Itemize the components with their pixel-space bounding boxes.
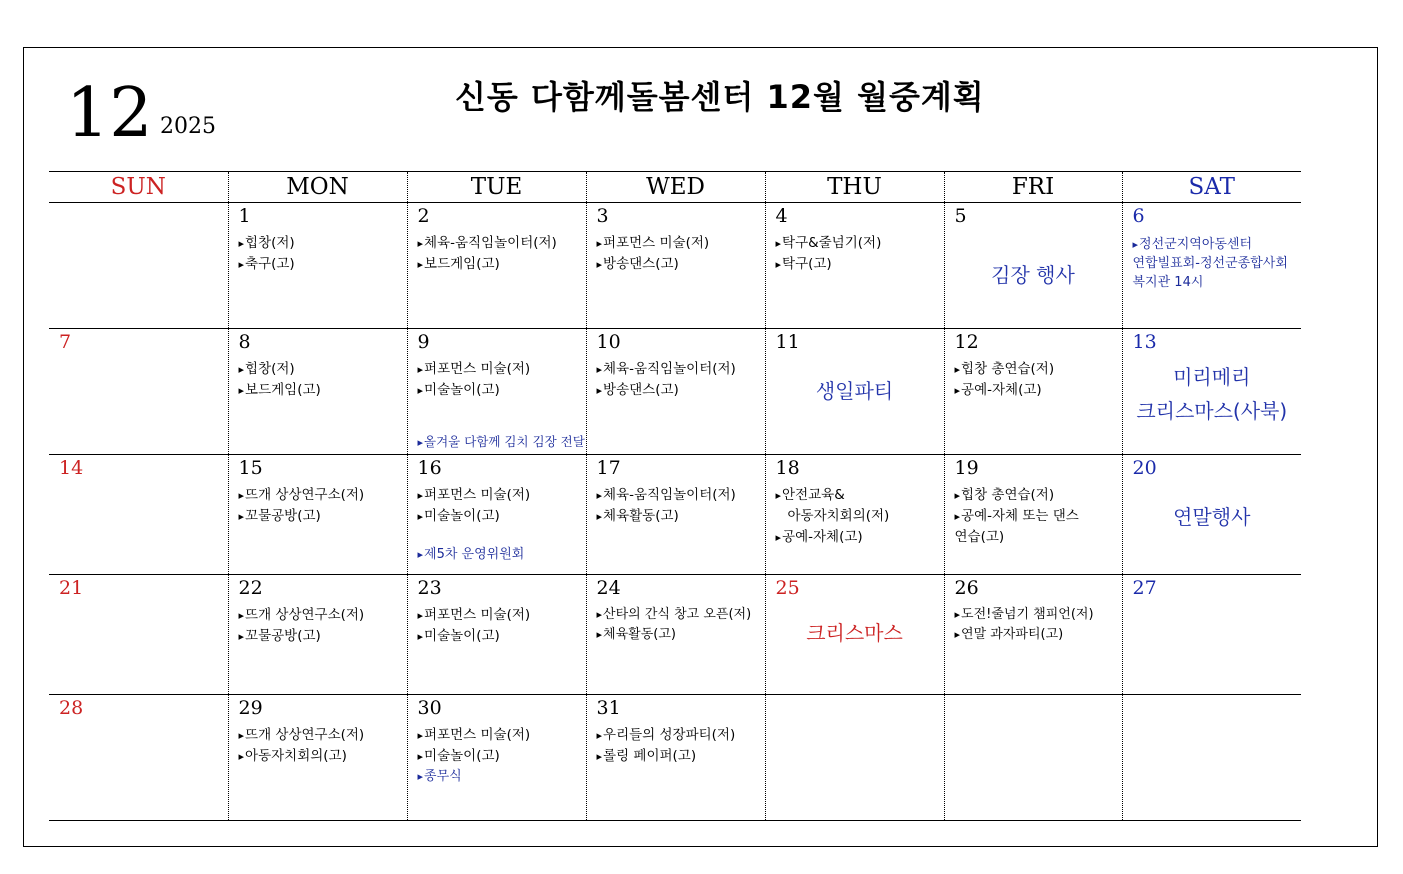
day-cell-empty [765,695,944,821]
day-number: 24 [596,577,621,599]
day-number: 20 [1132,457,1157,479]
day-number: 18 [775,457,800,479]
event-item: ▸ 꼬물공방(고) [239,626,403,647]
highlight-event: 크리스마스(사북) [1136,399,1288,423]
event-item: ▸ 미술놀이(고) [418,746,582,767]
day-number: 4 [775,205,788,227]
day-cell-5[interactable] [944,203,1122,329]
day-cell-25[interactable] [765,575,944,695]
event-item: ▸ 공예-자체(고) [776,527,940,548]
event-item: ▸ 퍼포먼스 미술(저) [418,605,582,626]
highlight-event: 크리스마스 [806,621,903,645]
event-item: ▸ 보드게임(고) [239,380,403,401]
event-item: ▸ 우리들의 성장파티(저) [597,725,761,746]
event-item: ▸ 공예-자체 또는 댄스 [955,506,1118,527]
day-cell-10[interactable] [586,329,765,455]
day-cell-29[interactable] [228,695,407,821]
day-number: 26 [954,577,979,599]
day-cell-17[interactable] [586,455,765,575]
day-number: 30 [417,697,442,719]
event-item: ▸ 체육활동(고) [597,625,761,645]
event-item: ▸ 탁구&줄넘기(저) [776,233,940,254]
day-number: 7 [59,331,72,353]
day-number: 1 [238,205,251,227]
year-label: 2025 [160,114,216,139]
weekday-mon: MON [228,172,407,203]
day-number: 8 [238,331,251,353]
event-item: ▸ 축구(고) [239,254,403,275]
week-row [49,455,1301,575]
event-item: ▸ 보드게임(고) [418,254,582,275]
week-row [49,329,1301,455]
day-cell-11[interactable] [765,329,944,455]
event-item: ▸ 퍼포먼스 미술(저) [418,725,582,746]
day-number: 21 [59,577,84,599]
event-item: ▸ 체육-움직임놀이터(저) [597,359,761,380]
event-item: ▸ 힙창 총연습(저) [955,485,1118,506]
day-number: 3 [596,205,609,227]
event-item: ▸ 퍼포먼스 미술(저) [597,233,761,254]
event-item: ▸ 방송댄스(고) [597,380,761,401]
day-number: 25 [775,577,800,599]
event-item: ▸ 안전교육& [776,485,940,506]
event-item: ▸ 아동자치회의(고) [239,746,403,767]
week-row [49,695,1301,821]
day-number: 12 [954,331,979,353]
highlight-event: 생일파티 [815,379,894,403]
day-cell-1[interactable] [228,203,407,329]
day-number: 11 [775,331,800,353]
highlight-event: 미리메리 [1173,365,1251,389]
week-row [49,203,1301,329]
day-cell-28[interactable] [49,695,228,821]
day-number: 13 [1132,331,1157,353]
event-item: ▸ 뜨개 상상연구소(저) [239,605,403,626]
week-row [49,575,1301,695]
weekday-wed: WED [586,172,765,203]
event-item: ▸ 체육-움직임놀이터(저) [418,233,582,254]
day-cell-16[interactable] [407,455,586,575]
event-item: ▸ 연말 과자파티(고) [955,625,1118,645]
event-item: ▸ 공예-자체(고) [955,380,1118,401]
day-number: 9 [417,331,430,353]
day-number: 23 [417,577,442,599]
weekday-thu: THU [765,172,944,203]
event-item: ▸ 퍼포먼스 미술(저) [418,359,582,380]
day-number: 10 [596,331,621,353]
event-item: ▸ 탁구(고) [776,254,940,275]
weekday-sun: SUN [49,172,228,203]
day-cell-27[interactable] [1122,575,1301,695]
event-item: ▸ 뜨개 상상연구소(저) [239,725,403,746]
day-cell-20[interactable] [1122,455,1301,575]
event-item: ▸ 힙창(저) [239,233,403,254]
weekday-sat: SAT [1122,172,1301,203]
day-cell-26[interactable] [944,575,1122,695]
day-number: 15 [238,457,263,479]
day-number: 22 [238,577,263,599]
event-item: ▸ 힙창 총연습(저) [955,359,1118,380]
event-item: ▸ 체육활동(고) [597,506,761,527]
day-cell-15[interactable] [228,455,407,575]
day-cell-empty [1122,695,1301,821]
event-item: ▸ 체육-움직임놀이터(저) [597,485,761,506]
day-number: 16 [417,457,442,479]
event-item: ▸ 미술놀이(고) [418,626,582,647]
event-item: ▸ 미술놀이(고) [418,380,582,401]
event-item: ▸ 꼬물공방(고) [239,506,403,527]
note-item: 복지관 14시 [1132,275,1204,290]
note-item: ▸ 종무식 [418,765,462,784]
day-cell-empty [944,695,1122,821]
note-item: ▸ 올겨울 다함께 김치 김장 전달 [418,432,585,450]
event-item: ▸ 미술놀이(고) [418,506,582,527]
day-cell-21[interactable] [49,575,228,695]
highlight-event: 연말행사 [1173,505,1251,529]
day-number: 29 [238,697,263,719]
day-cell-19[interactable] [944,455,1122,575]
note-item: 연합빌표회-정선군종합사회 [1132,256,1288,271]
event-item: ▸ 도전!줄넘기 챔피언(저) [955,605,1118,625]
day-cell-18[interactable] [765,455,944,575]
day-cell-31[interactable] [586,695,765,821]
day-cell-6[interactable] [1122,203,1301,329]
note-item: ▸ 제5차 운영위원회 [418,543,525,562]
event-item: ▸ 뜨개 상상연구소(저) [239,485,403,506]
event-item: ▸ 롤링 페이퍼(고) [597,746,761,767]
day-number: 5 [954,205,967,227]
day-cell-9[interactable] [407,329,586,455]
day-cell-30[interactable] [407,695,586,821]
day-cell-12[interactable] [944,329,1122,455]
day-number: 31 [596,697,621,719]
day-number: 14 [59,457,84,479]
note-item: ▸ 정선군지역아동센터 [1133,235,1298,254]
event-item: 아동자치회의(저) [787,508,890,524]
day-cell-2[interactable] [407,203,586,329]
event-item: ▸ 방송댄스(고) [597,254,761,275]
month-number: 12 [66,74,153,153]
day-cell-13[interactable] [1122,329,1301,455]
weekday-tue: TUE [407,172,586,203]
day-cell-4[interactable] [765,203,944,329]
day-cell-empty [49,203,228,329]
calendar-grid [49,171,1301,821]
day-cell-3[interactable] [586,203,765,329]
day-number: 27 [1132,577,1157,599]
day-number: 19 [954,457,979,479]
day-cell-24[interactable] [586,575,765,695]
event-item: ▸ 산타의 간식 창고 오픈(저) [597,605,761,625]
day-number: 17 [596,457,621,479]
highlight-event: 김장 행사 [991,263,1075,287]
day-cell-8[interactable] [228,329,407,455]
event-item: 연습(고) [954,529,1005,545]
day-number: 6 [1132,205,1145,227]
weekday-header-row [49,172,1301,203]
page-title: 신동 다함께돌봄센터 12월 월중계획 [455,78,985,116]
event-item: ▸ 힙창(저) [239,359,403,380]
day-cell-14[interactable] [49,455,228,575]
day-cell-23[interactable] [407,575,586,695]
day-number: 28 [59,697,84,719]
day-cell-7[interactable] [49,329,228,455]
day-cell-22[interactable] [228,575,407,695]
day-number: 2 [417,205,430,227]
event-item: ▸ 퍼포먼스 미술(저) [418,485,582,506]
weekday-fri: FRI [944,172,1122,203]
